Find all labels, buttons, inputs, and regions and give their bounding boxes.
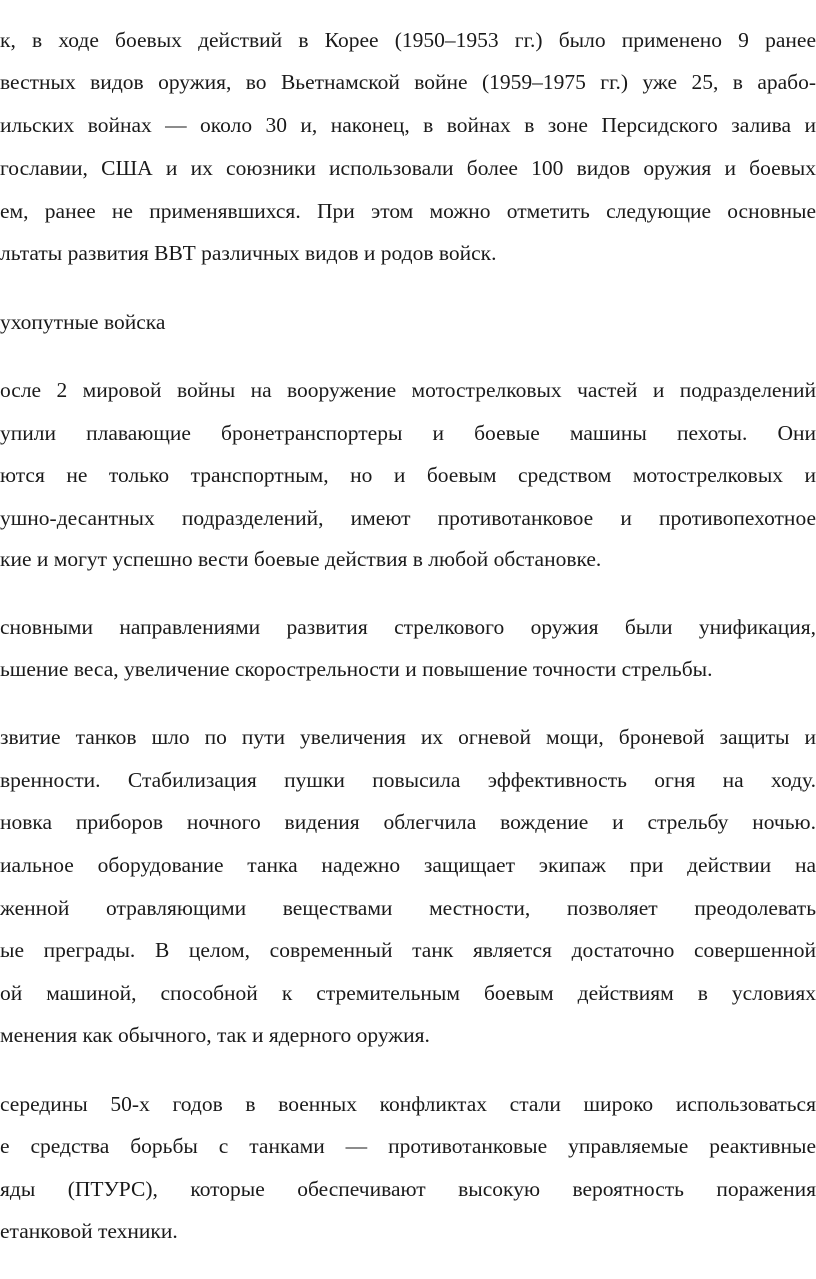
paragraph-5-line-8: менения как обычного, так и ядерного оружия. [0,1023,430,1047]
paragraph-5-line-3: новка приборов ночного видения облегчила вождение и стрельбу ночью. [0,810,816,834]
paragraph-5-line-4: иальное оборудование танка надежно защищает экипаж при действии на [0,853,816,877]
paragraph-6-line-3: яды (ПТУРС), которые обеспечивают высокую вероятность поражения [0,1177,816,1201]
paragraph-3-line-3: ются не только транспортным, но и боевым средством мотострелковых и [0,463,816,487]
paragraph-3-line-1: осле 2 мировой войны на вооружение мотострелковых частей и подразделений [0,378,816,402]
paragraph-3-line-4: ушно-десантных подразделений, имеют противотанковое и противопехотное [0,506,816,530]
paragraph-3-line-5: кие и могут успешно вести боевые действия в любой обстановке. [0,547,602,571]
paragraph-6-line-1: середины 50-х годов в военных конфликтах стали широко использоваться [0,1092,816,1116]
paragraph-3-line-2: упили плавающие бронетранспортеры и боевые машины пехоты. Они [0,421,816,445]
paragraph-1-line-1: к, в ходе боевых действий в Корее (1950–1953 гг.) было применено 9 ранее [0,28,816,52]
paragraph-5-line-1: звитие танков шло по пути увеличения их огневой мощи, броневой защиты и [0,725,816,749]
paragraph-5-line-5: женной отравляющими веществами местности, позволяет преодолевать [0,896,816,920]
section-heading: ухопутные войска [0,310,166,334]
paragraph-1-line-4: гославии, США и их союзники использовали более 100 видов оружия и боевых [0,156,816,180]
paragraph-1-line-6: льтаты развития ВВТ различных видов и родов войск. [0,241,497,265]
paragraph-6-line-2: е средства борьбы с танками — противотанковые управляемые реактивные [0,1134,816,1158]
paragraph-1-line-5: ем, ранее не применявшихся. При этом можно отметить следующие основные [0,199,816,223]
paragraph-5-line-6: ые преграды. В целом, современный танк является достаточно совершенной [0,938,816,962]
paragraph-1-line-3: ильских войнах — около 30 и, наконец, в войнах в зоне Персидского залива и [0,113,816,137]
paragraph-4-line-1: сновными направлениями развития стрелкового оружия были унификация, [0,615,816,639]
paragraph-5-line-2: вренности. Стабилизация пушки повысила эффективность огня на ходу. [0,768,816,792]
paragraph-1-line-2: вестных видов оружия, во Вьетнамской войне (1959–1975 гг.) уже 25, в арабо- [0,70,816,94]
paragraph-6-line-4: етанковой техники. [0,1219,178,1243]
paragraph-4-line-2: ьшение веса, увеличение скорострельности и повышение точности стрельбы. [0,657,713,681]
paragraph-5-line-7: ой машиной, способной к стремительным боевым действиям в условиях [0,981,816,1005]
